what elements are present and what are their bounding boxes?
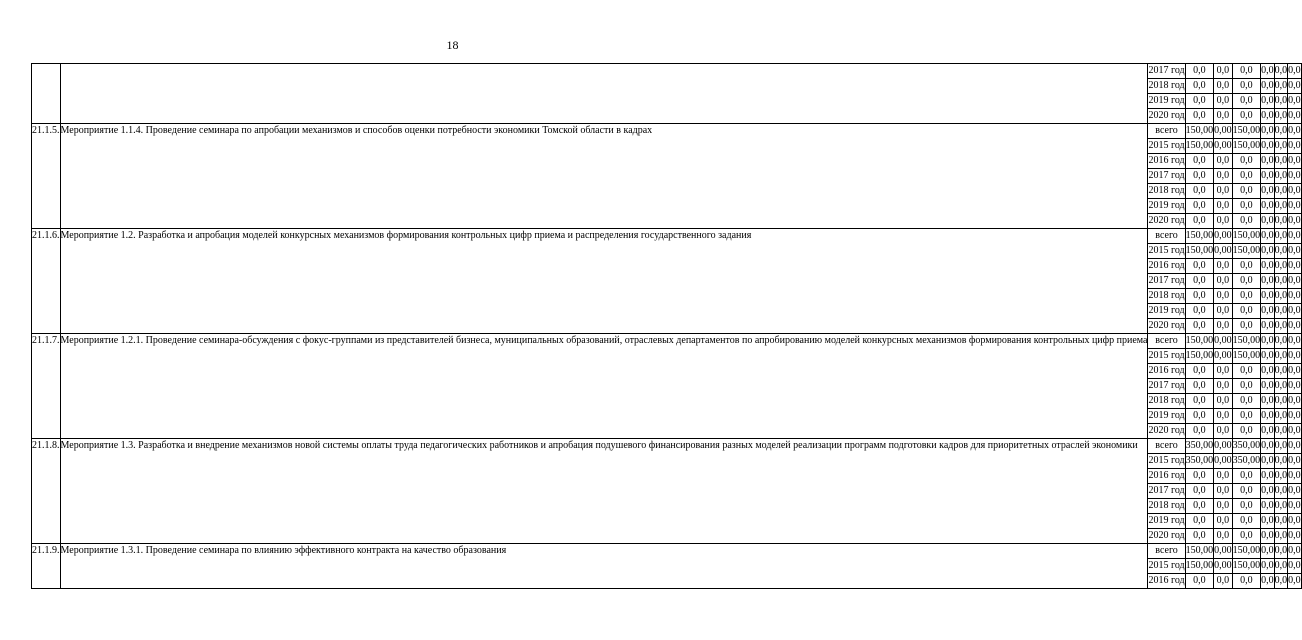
activity-description: Мероприятие 1.2.1. Проведение семинара-обсуждения с фокус-группами из представителей бизнеса, муниципальных образований, отраслевых департаментов по апробированию моделей конкурсных механизмов формирования контрольных цифр приема	[60, 334, 1148, 439]
year-cell: 2020 год	[1148, 529, 1185, 544]
value-cell: 0,0	[1185, 289, 1214, 304]
year-cell: 2017 год	[1148, 274, 1185, 289]
value-cell: 150,00	[1232, 349, 1261, 364]
value-cell: 0,0	[1288, 529, 1302, 544]
value-cell: 0,0	[1274, 439, 1288, 454]
value-cell: 0,0	[1274, 154, 1288, 169]
year-cell: 2016 год	[1148, 574, 1185, 589]
value-cell: 0,0	[1232, 274, 1261, 289]
value-cell: 0,0	[1288, 229, 1302, 244]
value-cell: 0,0	[1185, 109, 1214, 124]
value-cell: 0,0	[1185, 469, 1214, 484]
year-cell: 2017 год	[1148, 379, 1185, 394]
value-cell: 0,0	[1288, 274, 1302, 289]
value-cell: 0,0	[1185, 529, 1214, 544]
year-cell: 2016 год	[1148, 364, 1185, 379]
value-cell: 350,00	[1185, 454, 1214, 469]
value-cell: 0,0	[1232, 529, 1261, 544]
value-cell: 0,0	[1274, 544, 1288, 559]
value-cell: 0,0	[1214, 469, 1233, 484]
year-cell: 2016 год	[1148, 469, 1185, 484]
value-cell: 0,0	[1232, 304, 1261, 319]
activity-code: 21.1.6.	[32, 229, 61, 334]
value-cell: 0,0	[1261, 394, 1275, 409]
value-cell: 150,00	[1185, 229, 1214, 244]
activity-code: 21.1.5.	[32, 124, 61, 229]
value-cell: 0,0	[1232, 154, 1261, 169]
value-cell: 0,0	[1288, 154, 1302, 169]
value-cell: 0,0	[1274, 529, 1288, 544]
year-cell: 2019 год	[1148, 199, 1185, 214]
value-cell: 150,00	[1232, 124, 1261, 139]
value-cell: 0,0	[1232, 94, 1261, 109]
value-cell: 0,0	[1232, 379, 1261, 394]
value-cell: 0,0	[1274, 574, 1288, 589]
table-row	[32, 229, 1302, 244]
value-cell: 150,00	[1185, 349, 1214, 364]
value-cell: 150,00	[1185, 244, 1214, 259]
value-cell: 0,0	[1261, 214, 1275, 229]
value-cell: 0,0	[1232, 574, 1261, 589]
year-cell: 2018 год	[1148, 394, 1185, 409]
value-cell: 0,0	[1261, 229, 1275, 244]
value-cell: 0,0	[1214, 169, 1233, 184]
value-cell: 0,0	[1274, 379, 1288, 394]
value-cell: 0,0	[1288, 124, 1302, 139]
value-cell: 0,0	[1274, 409, 1288, 424]
value-cell: 0,0	[1214, 274, 1233, 289]
value-cell: 0,0	[1214, 499, 1233, 514]
value-cell: 0,00	[1214, 544, 1233, 559]
year-cell: 2020 год	[1148, 424, 1185, 439]
value-cell: 0,0	[1185, 409, 1214, 424]
value-cell: 0,0	[1214, 184, 1233, 199]
activity-description: Мероприятие 1.3. Разработка и внедрение механизмов новой системы оплаты труда педагогических работников и апробация подушевого финансирования разных моделей реализации программ подготовки кадров для приоритетных отраслей экономики	[60, 439, 1148, 544]
value-cell: 0,0	[1261, 184, 1275, 199]
value-cell: 0,0	[1261, 439, 1275, 454]
value-cell: 0,0	[1214, 64, 1233, 79]
value-cell: 0,0	[1232, 499, 1261, 514]
value-cell: 0,0	[1185, 199, 1214, 214]
activity-code: 21.1.9.	[32, 544, 61, 589]
value-cell: 0,0	[1288, 484, 1302, 499]
value-cell: 0,0	[1288, 94, 1302, 109]
year-cell: 2018 год	[1148, 499, 1185, 514]
value-cell: 0,0	[1274, 109, 1288, 124]
value-cell: 350,00	[1232, 454, 1261, 469]
value-cell: 0,0	[1274, 199, 1288, 214]
value-cell: 150,00	[1232, 244, 1261, 259]
table-row	[32, 64, 1302, 79]
value-cell: 0,0	[1274, 394, 1288, 409]
value-cell: 0,0	[1214, 529, 1233, 544]
value-cell: 0,0	[1261, 94, 1275, 109]
year-cell: всего	[1148, 544, 1185, 559]
value-cell: 0,0	[1185, 274, 1214, 289]
value-cell: 0,0	[1214, 109, 1233, 124]
value-cell: 0,0	[1288, 469, 1302, 484]
value-cell: 0,00	[1214, 244, 1233, 259]
value-cell: 0,0	[1274, 319, 1288, 334]
value-cell: 0,0	[1185, 304, 1214, 319]
value-cell: 350,00	[1185, 439, 1214, 454]
value-cell: 0,00	[1214, 124, 1233, 139]
value-cell: 0,0	[1274, 169, 1288, 184]
value-cell: 0,0	[1261, 259, 1275, 274]
value-cell: 0,0	[1214, 484, 1233, 499]
value-cell: 0,0	[1214, 94, 1233, 109]
year-cell: всего	[1148, 334, 1185, 349]
value-cell: 0,0	[1261, 469, 1275, 484]
year-cell: 2019 год	[1148, 514, 1185, 529]
value-cell: 0,0	[1288, 499, 1302, 514]
value-cell: 0,0	[1232, 514, 1261, 529]
activity-code: 21.1.7.	[32, 334, 61, 439]
value-cell: 0,0	[1288, 169, 1302, 184]
value-cell: 0,0	[1274, 64, 1288, 79]
value-cell: 0,0	[1185, 379, 1214, 394]
value-cell: 0,0	[1214, 259, 1233, 274]
value-cell: 0,0	[1274, 139, 1288, 154]
value-cell: 0,0	[1185, 154, 1214, 169]
value-cell: 0,0	[1261, 274, 1275, 289]
table-row	[32, 334, 1302, 349]
value-cell: 0,0	[1185, 574, 1214, 589]
value-cell: 0,0	[1274, 304, 1288, 319]
value-cell: 0,0	[1261, 499, 1275, 514]
value-cell: 0,0	[1261, 349, 1275, 364]
value-cell: 0,0	[1261, 379, 1275, 394]
value-cell: 0,0	[1214, 79, 1233, 94]
activity-code: 21.1.8.	[32, 439, 61, 544]
value-cell: 0,0	[1288, 379, 1302, 394]
value-cell: 150,00	[1185, 559, 1214, 574]
year-cell: 2016 год	[1148, 259, 1185, 274]
value-cell: 0,0	[1214, 289, 1233, 304]
value-cell: 0,0	[1274, 454, 1288, 469]
value-cell: 350,00	[1232, 439, 1261, 454]
value-cell: 0,0	[1232, 199, 1261, 214]
value-cell: 0,0	[1274, 514, 1288, 529]
value-cell: 0,0	[1261, 484, 1275, 499]
value-cell: 0,00	[1214, 349, 1233, 364]
value-cell: 0,0	[1288, 184, 1302, 199]
value-cell: 0,0	[1185, 499, 1214, 514]
activity-description: Мероприятие 1.2. Разработка и апробация моделей конкурсных механизмов формирования контрольных цифр приема и распределения государственного задания	[60, 229, 1148, 334]
value-cell: 0,00	[1214, 229, 1233, 244]
value-cell: 0,0	[1261, 424, 1275, 439]
value-cell: 0,0	[1185, 394, 1214, 409]
value-cell: 0,0	[1288, 394, 1302, 409]
value-cell: 0,0	[1261, 454, 1275, 469]
value-cell: 0,00	[1214, 439, 1233, 454]
value-cell: 0,0	[1214, 304, 1233, 319]
value-cell: 0,0	[1288, 574, 1302, 589]
value-cell: 0,0	[1261, 109, 1275, 124]
value-cell: 0,0	[1288, 439, 1302, 454]
value-cell: 0,0	[1232, 109, 1261, 124]
value-cell: 150,00	[1185, 334, 1214, 349]
year-cell: 2019 год	[1148, 409, 1185, 424]
value-cell: 0,0	[1274, 184, 1288, 199]
value-cell: 0,0	[1232, 289, 1261, 304]
value-cell: 0,0	[1185, 79, 1214, 94]
activity-description	[60, 64, 1148, 124]
value-cell: 150,00	[1232, 334, 1261, 349]
value-cell: 0,0	[1232, 364, 1261, 379]
table-row	[32, 124, 1302, 139]
value-cell: 0,0	[1185, 259, 1214, 274]
year-cell: 2016 год	[1148, 154, 1185, 169]
activity-description: Мероприятие 1.3.1. Проведение семинара по влиянию эффективного контракта на качество образования	[60, 544, 1148, 589]
value-cell: 0,0	[1288, 409, 1302, 424]
value-cell: 0,0	[1288, 319, 1302, 334]
value-cell: 0,0	[1214, 319, 1233, 334]
value-cell: 0,0	[1288, 514, 1302, 529]
value-cell: 0,0	[1288, 454, 1302, 469]
value-cell: 0,0	[1261, 124, 1275, 139]
value-cell: 0,0	[1261, 514, 1275, 529]
value-cell: 0,0	[1232, 484, 1261, 499]
value-cell: 0,0	[1232, 319, 1261, 334]
value-cell: 0,0	[1274, 259, 1288, 274]
value-cell: 0,0	[1232, 79, 1261, 94]
value-cell: 0,0	[1274, 424, 1288, 439]
value-cell: 0,0	[1261, 139, 1275, 154]
value-cell: 0,0	[1274, 214, 1288, 229]
value-cell: 0,0	[1185, 214, 1214, 229]
value-cell: 0,0	[1261, 199, 1275, 214]
value-cell: 0,0	[1185, 169, 1214, 184]
value-cell: 0,0	[1261, 304, 1275, 319]
value-cell: 150,00	[1185, 124, 1214, 139]
year-cell: всего	[1148, 229, 1185, 244]
value-cell: 0,0	[1288, 259, 1302, 274]
value-cell: 0,0	[1261, 409, 1275, 424]
value-cell: 0,0	[1214, 379, 1233, 394]
value-cell: 0,00	[1214, 139, 1233, 154]
value-cell: 0,0	[1274, 244, 1288, 259]
value-cell: 0,0	[1261, 169, 1275, 184]
value-cell: 0,0	[1232, 409, 1261, 424]
value-cell: 0,00	[1214, 454, 1233, 469]
value-cell: 0,0	[1232, 469, 1261, 484]
value-cell: 0,0	[1274, 229, 1288, 244]
value-cell: 0,0	[1185, 319, 1214, 334]
value-cell: 0,0	[1214, 409, 1233, 424]
value-cell: 0,0	[1185, 484, 1214, 499]
value-cell: 0,0	[1288, 214, 1302, 229]
value-cell: 0,00	[1214, 334, 1233, 349]
value-cell: 0,0	[1261, 544, 1275, 559]
value-cell: 0,0	[1274, 124, 1288, 139]
value-cell: 0,0	[1288, 544, 1302, 559]
budget-table	[31, 63, 1302, 589]
year-cell: 2015 год	[1148, 139, 1185, 154]
value-cell: 0,0	[1288, 289, 1302, 304]
year-cell: 2017 год	[1148, 484, 1185, 499]
value-cell: 150,00	[1232, 139, 1261, 154]
year-cell: 2020 год	[1148, 109, 1185, 124]
table-row	[32, 544, 1302, 559]
value-cell: 150,00	[1232, 229, 1261, 244]
value-cell: 0,0	[1274, 349, 1288, 364]
value-cell: 0,0	[1288, 109, 1302, 124]
year-cell: всего	[1148, 124, 1185, 139]
budget-table-body	[32, 64, 1302, 589]
value-cell: 0,0	[1288, 199, 1302, 214]
year-cell: 2019 год	[1148, 94, 1185, 109]
value-cell: 0,0	[1214, 394, 1233, 409]
value-cell: 0,0	[1214, 214, 1233, 229]
value-cell: 0,0	[1261, 289, 1275, 304]
value-cell: 0,0	[1261, 529, 1275, 544]
value-cell: 0,0	[1232, 214, 1261, 229]
year-cell: 2017 год	[1148, 64, 1185, 79]
value-cell: 0,0	[1185, 514, 1214, 529]
year-cell: 2020 год	[1148, 214, 1185, 229]
year-cell: 2015 год	[1148, 244, 1185, 259]
year-cell: 2015 год	[1148, 454, 1185, 469]
table-row	[32, 439, 1302, 454]
value-cell: 0,0	[1288, 79, 1302, 94]
year-cell: 2018 год	[1148, 184, 1185, 199]
value-cell: 0,0	[1274, 469, 1288, 484]
value-cell: 0,0	[1214, 424, 1233, 439]
value-cell: 0,0	[1261, 559, 1275, 574]
value-cell: 0,0	[1185, 364, 1214, 379]
value-cell: 150,00	[1185, 139, 1214, 154]
value-cell: 0,0	[1261, 334, 1275, 349]
year-cell: 2019 год	[1148, 304, 1185, 319]
value-cell: 0,0	[1288, 364, 1302, 379]
value-cell: 0,0	[1214, 364, 1233, 379]
page-number: 18	[446, 38, 459, 52]
year-cell: 2018 год	[1148, 79, 1185, 94]
value-cell: 150,00	[1232, 544, 1261, 559]
activity-code	[32, 64, 61, 124]
year-cell: 2018 год	[1148, 289, 1185, 304]
value-cell: 0,0	[1274, 274, 1288, 289]
year-cell: 2015 год	[1148, 559, 1185, 574]
value-cell: 0,0	[1214, 154, 1233, 169]
value-cell: 0,0	[1274, 499, 1288, 514]
value-cell: 0,0	[1288, 244, 1302, 259]
value-cell: 0,0	[1261, 574, 1275, 589]
value-cell: 0,0	[1185, 94, 1214, 109]
value-cell: 0,0	[1261, 319, 1275, 334]
value-cell: 0,0	[1232, 184, 1261, 199]
value-cell: 0,0	[1261, 244, 1275, 259]
value-cell: 0,0	[1274, 559, 1288, 574]
value-cell: 0,0	[1274, 484, 1288, 499]
value-cell: 0,0	[1185, 184, 1214, 199]
value-cell: 0,0	[1232, 259, 1261, 274]
value-cell: 0,0	[1185, 424, 1214, 439]
value-cell: 0,0	[1288, 424, 1302, 439]
value-cell: 150,00	[1185, 544, 1214, 559]
value-cell: 0,0	[1274, 289, 1288, 304]
year-cell: всего	[1148, 439, 1185, 454]
year-cell: 2015 год	[1148, 349, 1185, 364]
value-cell: 0,0	[1274, 94, 1288, 109]
value-cell: 0,0	[1261, 64, 1275, 79]
value-cell: 0,0	[1232, 169, 1261, 184]
value-cell: 0,0	[1214, 574, 1233, 589]
value-cell: 0,0	[1288, 559, 1302, 574]
value-cell: 0,0	[1274, 364, 1288, 379]
value-cell: 0,00	[1214, 559, 1233, 574]
year-cell: 2017 год	[1148, 169, 1185, 184]
value-cell: 0,0	[1261, 154, 1275, 169]
value-cell: 0,0	[1185, 64, 1214, 79]
value-cell: 0,0	[1288, 139, 1302, 154]
year-cell: 2020 год	[1148, 319, 1185, 334]
value-cell: 0,0	[1232, 64, 1261, 79]
value-cell: 0,0	[1232, 394, 1261, 409]
value-cell: 0,0	[1288, 304, 1302, 319]
value-cell: 0,0	[1288, 64, 1302, 79]
value-cell: 0,0	[1274, 334, 1288, 349]
value-cell: 0,0	[1232, 424, 1261, 439]
value-cell: 0,0	[1214, 199, 1233, 214]
value-cell: 0,0	[1261, 364, 1275, 379]
value-cell: 0,0	[1274, 79, 1288, 94]
value-cell: 0,0	[1261, 79, 1275, 94]
value-cell: 150,00	[1232, 559, 1261, 574]
value-cell: 0,0	[1214, 514, 1233, 529]
value-cell: 0,0	[1288, 334, 1302, 349]
value-cell: 0,0	[1288, 349, 1302, 364]
activity-description: Мероприятие 1.1.4. Проведение семинара по апробации механизмов и способов оценки потребности экономики Томской области в кадрах	[60, 124, 1148, 229]
